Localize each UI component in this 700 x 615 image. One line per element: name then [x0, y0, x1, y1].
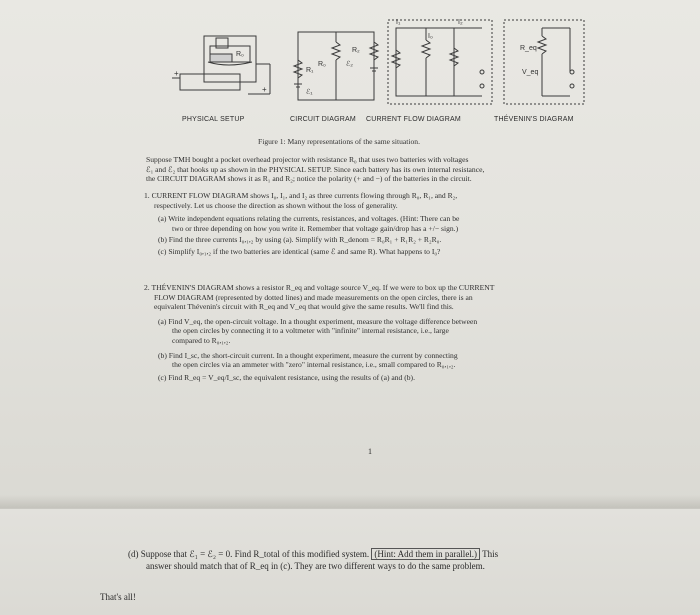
- svg-text:R₀: R₀: [318, 61, 326, 68]
- question-2b: (b) Find I_sc, the short-circuit current. In a thought experiment, measure the current by connecting: [158, 350, 458, 360]
- label-thevenin: THÉVENIN'S DIAGRAM: [494, 116, 574, 123]
- circuit-diagram-drawing: [294, 32, 378, 100]
- intro-paragraph: Suppose TMH bought a pocket overhead projector with resistance R₀ that uses two batteries with voltages ℰ₁ and ℰ₂ that hooks up as shown in the PHYSICAL SETUP. Since each battery has its own internal resistance, the CIRCUIT DIAGRAM shows it as R₁ and R₂; notice the polarity (+ and −) of the batteries in the circuit.: [146, 155, 485, 184]
- r0-symbol: R₀: [236, 51, 244, 58]
- svg-text:R_eq: R_eq: [520, 45, 537, 52]
- svg-text:ℰ₂: ℰ₂: [346, 61, 353, 68]
- thevenin-wires: [520, 28, 574, 96]
- question-2a: (a) Find V_eq, the open-circuit voltage. In a thought experiment, measure the voltage difference between: [158, 316, 478, 326]
- question-1d: (d) Suppose that ℰ₁ = ℰ₂ = 0. Find R_total of this modified system. (Hint: Add them in parallel.) This answer should match that of R_eq in (c). They are two different ways to do the same problem.: [128, 549, 499, 571]
- question-1b: (b) Find the three currents I₀,₁,₂ by using (a). Simplify with R_denom = R₀R₁ + R₁R₂ + R₂R₀.: [158, 235, 442, 245]
- thevenin-drawing: [504, 20, 584, 104]
- svg-text:I₀: I₀: [428, 33, 433, 40]
- svg-text:+: +: [262, 85, 267, 94]
- svg-text:V_eq: V_eq: [522, 69, 539, 76]
- current-flow-drawing: [388, 20, 492, 104]
- svg-text:I₁: I₁: [396, 19, 401, 26]
- plus-sign: +: [174, 69, 179, 78]
- label-circuit-diagram: CIRCUIT DIAGRAM: [290, 116, 356, 123]
- question-1c: (c) Simplify I₀,₁,₂ if the two batteries are identical (same ℰ and same R). What happens to I₀?: [158, 246, 441, 256]
- question-2c: (c) Find R_eq = V_eq/I_sc, the equivalent resistance, using the results of (a) and (b).: [158, 372, 415, 382]
- question-1a: (a) Write independent equations relating the currents, resistances, and voltages. (Hint: There can be: [158, 214, 460, 224]
- page-number: 1: [368, 447, 372, 456]
- figure-caption: Figure 1: Many representations of the same situation.: [258, 137, 420, 146]
- svg-text:I₂: I₂: [458, 19, 463, 26]
- hint-box: (Hint: Add them in parallel.): [371, 548, 480, 560]
- physical-setup-drawing: [172, 36, 270, 94]
- svg-text:R₂: R₂: [352, 47, 360, 54]
- current-flow-wires: [392, 19, 484, 96]
- closing-text: That's all!: [100, 592, 136, 602]
- figure-diagrams: [160, 14, 600, 114]
- page-shadow: [0, 495, 700, 509]
- svg-text:ℰ₁: ℰ₁: [306, 89, 313, 96]
- label-physical-setup: PHYSICAL SETUP: [182, 116, 245, 123]
- question-2: 2. THÉVENIN'S DIAGRAM shows a resistor R_eq and voltage source V_eq. If we were to box up the CURRENT FLOW DIAGRAM (represented by dotted lines) and made measurements on the open circles, there is an equivalent Thévenin's circuit with R_eq and V_eq that would give the same results. We'll find this. (a) Find V_eq, the open-circuit voltage. In a thought experiment, measure the voltage difference between the open circles by connecting it to a voltmeter with "infinite" internal resistance, i.e., large compared to R₀,₁,₂. (b) Find I_sc, the short-circuit current. In a thought experiment, measure the current by connecting the open circles via an ammeter with "zero" internal resistance, i.e., small compared to R₀,₁,₂. (c) Find R_eq = V_eq/I_sc, the equivalent resistance, using the results of (a) and (b).: [144, 283, 594, 382]
- label-current-flow: CURRENT FLOW DIAGRAM: [366, 116, 461, 123]
- svg-text:R₁: R₁: [306, 67, 314, 74]
- question-1: 1. CURRENT FLOW DIAGRAM shows I₀, I₁, and I₂ as three currents flowing through R₀, R₁, and R₂, respectively. Let us choose the direction as shown without the loss of generality. (a) Write independent equations relating the currents, resistances, and voltages. (Hint: There can be two or three depending on how you write it. Remember that voltage gain/drop has a +/− sign.) (b) Find the three currents I₀,₁,₂ by using (a). Simplify with R_denom = R₀R₁ + R₁R₂ + R₂R₀. (c) Simplify I₀,₁,₂ if the two batteries are identical (same ℰ and same R). What happens to I₀?: [144, 191, 584, 257]
